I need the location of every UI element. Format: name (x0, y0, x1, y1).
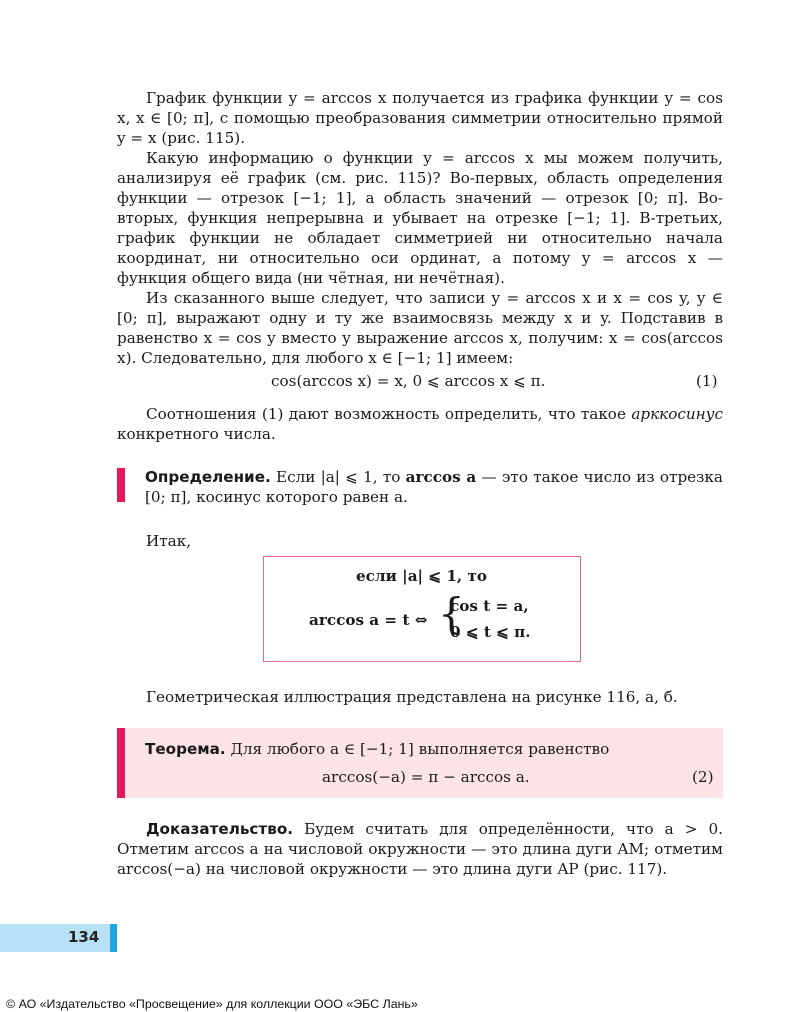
equation-1-number: (1) (696, 372, 718, 390)
box-lhs: arccos a = t ⇔ (309, 611, 428, 629)
paragraph-arccos-text-b: конкретного числа. (117, 425, 276, 443)
page-number: 134 (68, 928, 100, 946)
box-case-2: 0 ⩽ t ⩽ π. (450, 623, 531, 641)
theorem-statement (145, 740, 609, 758)
box-brace: { (438, 589, 465, 638)
itak-text: Итак, (146, 532, 192, 550)
page-number-accent (110, 924, 117, 952)
paragraph-arccos-text-a: Соотношения (1) дают возможность определить, что такое (146, 405, 632, 423)
term-arccosine: арккосинус (631, 405, 723, 423)
definition-label: Определение. (145, 468, 271, 486)
definition-text-b: — это такое число из отрезка [0; π], косинус которого равен a. (145, 468, 723, 506)
box-case-1: cos t = a, (450, 597, 529, 615)
paragraph-arccos-intro (117, 404, 723, 444)
proof-label: Доказательство. (146, 820, 294, 838)
equation-2-number: (2) (692, 768, 714, 786)
paragraph-graph: График функции y = arccos x получается из графика функции y = cos x, x ∈ [0; π], с помощью преобразования симметрии относительно прямой y = x (рис. 115). (117, 89, 723, 147)
copyright-notice: © АО «Издательство «Просвещение» для коллекции ООО «ЭБС Лань» (6, 997, 418, 1011)
definition-marker (117, 468, 125, 502)
box-line-condition: если |a| ⩽ 1, то (356, 567, 488, 585)
geometric-illustration-text: Геометрическая иллюстрация представлена на рисунке 116, а, б. (146, 688, 678, 706)
intro-text-block (117, 88, 723, 368)
theorem-label: Теорема. (145, 740, 226, 758)
definition-block (145, 467, 723, 507)
definition-summary-box (263, 556, 581, 662)
proof-text: Будем считать для определённости, что a > 0. Отметим arccos a на числовой окружности — это длина дуги AM; отметим arccos(−a) на числовой окружности — это длина дуги AP (рис. 117). (117, 820, 723, 878)
theorem-background (117, 728, 723, 798)
paragraph-relation: Из сказанного выше следует, что записи y = arccos x и x = cos y, y ∈ [0; π], выражают одну и ту же взаимосвязь между x и y. Подставив в равенство x = cos y вместо y выражение arccos x, получим: x = cos(arccos x). Следовательно, для любого x ∈ [−1; 1] имеем: (117, 289, 723, 367)
theorem-text: Для любого a ∈ [−1; 1] выполняется равенство (225, 740, 610, 758)
definition-term: arccos a (405, 468, 477, 486)
definition-text-a: Если |a| ⩽ 1, то (270, 468, 406, 486)
equation-1: cos(arccos x) = x, 0 ⩽ arccos x ⩽ π. (271, 372, 546, 390)
paragraph-properties: Какую информацию о функции y = arccos x мы можем получить, анализируя её график (см. рис. 115)? Во-первых, область определения функции — отрезок [−1; 1], а область значений — отрезок [0; π]. Во-вторых, функция непрерывна и убывает на отрезке [−1; 1]. В-третьих, график функции не обладает симметрией ни относительно начала координат, ни относительно оси ординат, а потому y = arccos x — функция общего вида (ни чётная, ни нечётная). (117, 149, 723, 287)
equation-2: arccos(−a) = π − arccos a. (322, 768, 530, 786)
theorem-marker (117, 728, 125, 798)
proof-block (117, 819, 723, 879)
